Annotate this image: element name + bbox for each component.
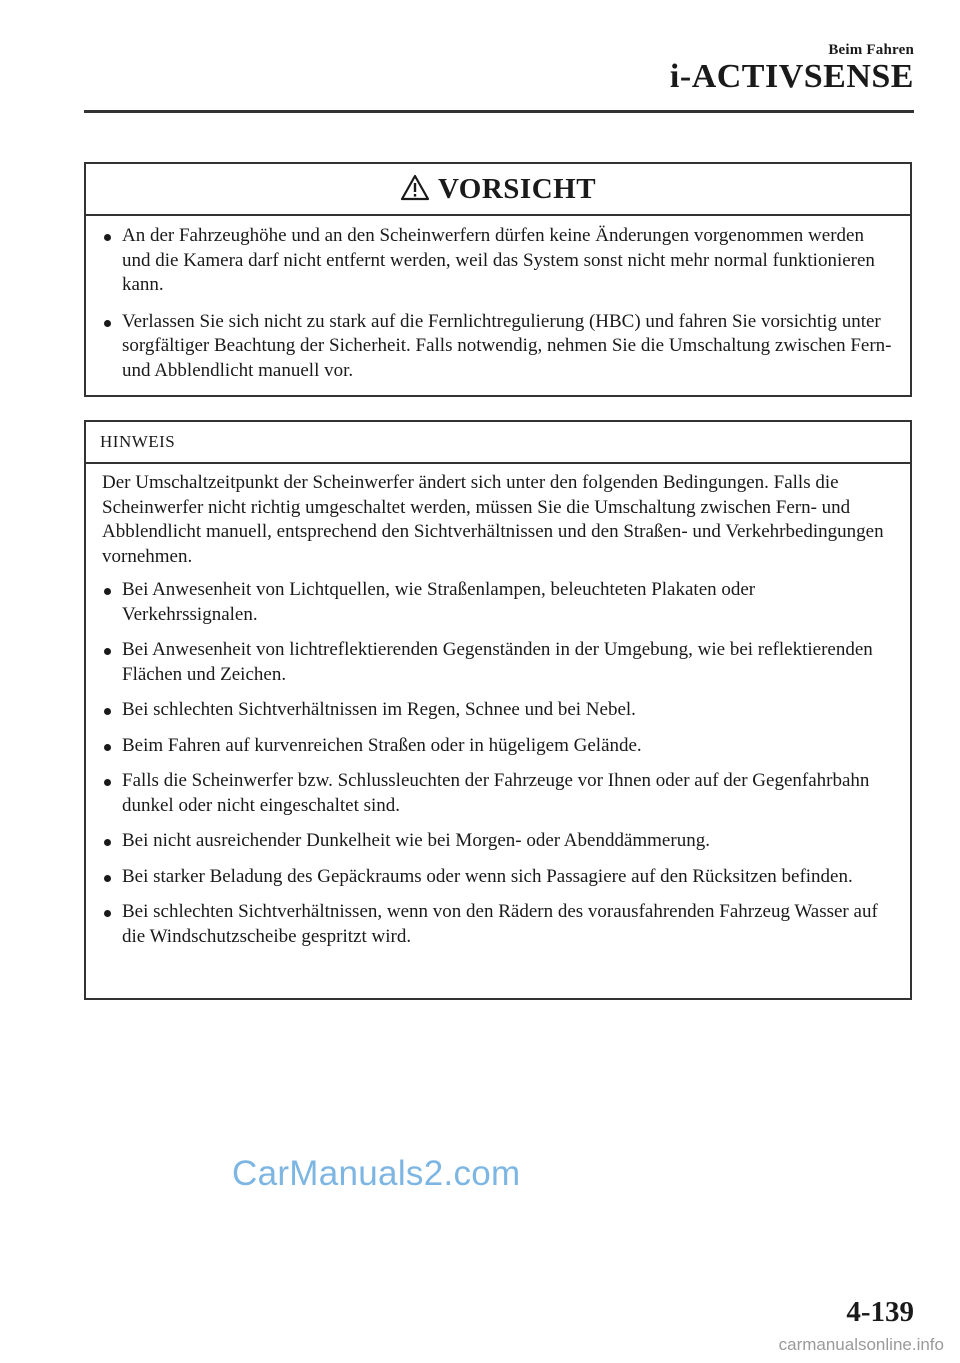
note-body — [86, 464, 910, 949]
bullet-icon — [104, 875, 111, 882]
note-item — [102, 578, 892, 627]
note-item-text: Bei schlechten Sichtverhältnissen, wenn von den Rädern des vorausfahrenden Fahrzeug Wasser auf die Windschutzscheibe gespritzt wird. — [122, 901, 878, 947]
note-item-text: Bei Anwesenheit von lichtreflektierenden Gegenständen in der Umgebung, wie bei reflektierenden Flächen und Zeichen. — [122, 639, 873, 685]
watermark: CarManuals2.com — [232, 1154, 521, 1193]
note-item-text: Bei Anwesenheit von Lichtquellen, wie Straßenlampen, beleuchteten Plakaten oder Verkehrssignalen. — [122, 579, 756, 625]
note-header: HINWEIS — [86, 422, 910, 464]
caution-item — [102, 224, 892, 298]
note-item-text: Beim Fahren auf kurvenreichen Straßen oder in hügeligem Gelände. — [122, 734, 642, 756]
caution-item — [102, 310, 892, 384]
bullet-icon — [104, 320, 111, 327]
bullet-icon — [104, 744, 111, 751]
header-divider — [84, 110, 914, 113]
caution-item-text: An der Fahrzeughöhe und an den Scheinwerfern dürfen keine Änderungen vorgenommen werden und die Kamera darf nicht entfernt werden, weil das System sonst nicht mehr normal funktionieren kann. — [122, 225, 875, 295]
caution-title: VORSICHT — [437, 172, 597, 205]
note-item — [102, 865, 892, 890]
warning-triangle-icon — [400, 174, 430, 201]
note-item — [102, 900, 892, 949]
bullet-icon — [104, 839, 111, 846]
chapter-title: i-ACTIVSENSE — [669, 58, 914, 95]
note-item-text: Bei starker Beladung des Gepäckraums oder wenn sich Passagiere auf den Rücksitzen befinden. — [122, 865, 853, 887]
bullet-icon — [104, 234, 111, 241]
caution-item-text: Verlassen Sie sich nicht zu stark auf die Fernlichtregulierung (HBC) und fahren Sie vorsichtig unter sorgfältiger Beachtung der Sicherheit. Falls notwendig, nehmen Sie die Umschaltung zwischen Fern- und Abblendlicht manuell vor. — [122, 310, 892, 381]
bullet-icon — [104, 910, 111, 917]
note-item-text: Falls die Scheinwerfer bzw. Schlussleuchten der Fahrzeuge vor Ihnen oder auf der Gegenfahrbahn dunkel oder nicht eingeschaltet sind. — [122, 770, 870, 816]
note-intro: Der Umschaltzeitpunkt der Scheinwerfer ändert sich unter den folgenden Bedingungen. Falls die Scheinwerfer nicht richtig umgeschaltet werden, müssen Sie die Umschaltung zwischen Fern- und Abblendlicht manuell, entsprechend den Sichtverhältnissen und den Straßen- und Verkehrbedingungen vornehmen. — [102, 472, 884, 567]
page-number: 4-139 — [846, 1296, 914, 1328]
caution-list — [102, 224, 892, 383]
bullet-icon — [104, 708, 111, 715]
caution-header — [86, 164, 910, 216]
bullet-icon — [104, 588, 111, 595]
note-item — [102, 769, 892, 818]
note-item — [102, 638, 892, 687]
note-item — [102, 734, 892, 759]
caution-body — [86, 216, 910, 383]
bullet-icon — [104, 779, 111, 786]
note-item — [102, 829, 892, 854]
bullet-icon — [104, 648, 111, 655]
note-box — [84, 420, 912, 1000]
note-item — [102, 698, 892, 723]
note-item-text: Bei nicht ausreichender Dunkelheit wie bei Morgen- oder Abenddämmerung. — [122, 830, 710, 851]
footer-link[interactable]: carmanualsonline.info — [778, 1335, 944, 1354]
note-item-text: Bei schlechten Sichtverhältnissen im Regen, Schnee und bei Nebel. — [122, 699, 636, 720]
section-label: Beim Fahren — [828, 42, 914, 58]
note-list — [102, 578, 892, 949]
caution-box — [84, 162, 912, 397]
